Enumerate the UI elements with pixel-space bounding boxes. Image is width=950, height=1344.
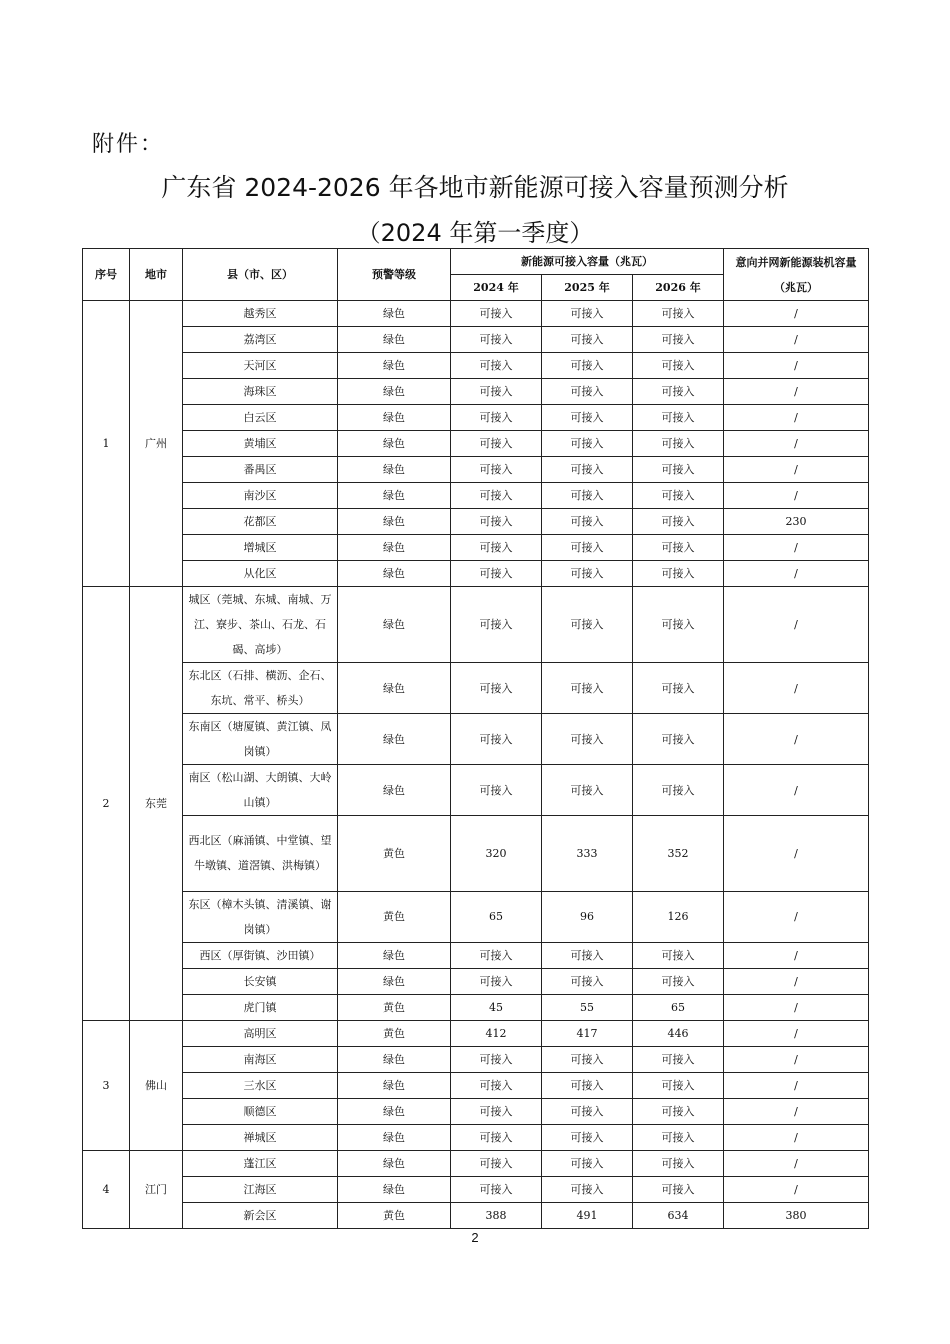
cell-warning: 绿色 xyxy=(338,1098,451,1124)
cell-2026: 可接入 xyxy=(633,561,724,587)
cell-warning: 绿色 xyxy=(338,968,451,994)
cell-warning: 黄色 xyxy=(338,1020,451,1046)
cell-warning: 绿色 xyxy=(338,1046,451,1072)
cell-county: 东南区（塘厦镇、黄江镇、凤岗镇） xyxy=(183,714,338,765)
cell-2026: 可接入 xyxy=(633,1098,724,1124)
cell-warning: 绿色 xyxy=(338,431,451,457)
cell-2024: 可接入 xyxy=(451,968,542,994)
cell-intended: / xyxy=(724,1020,869,1046)
cell-2026: 可接入 xyxy=(633,1072,724,1098)
cell-seq: 1 xyxy=(83,301,130,587)
cell-2026: 446 xyxy=(633,1020,724,1046)
cell-2026: 126 xyxy=(633,891,724,942)
cell-city: 江门 xyxy=(130,1150,183,1228)
cell-2024: 可接入 xyxy=(451,1150,542,1176)
cell-2026: 可接入 xyxy=(633,353,724,379)
table-row xyxy=(83,405,869,431)
cell-2024: 可接入 xyxy=(451,457,542,483)
cell-county: 城区（莞城、东城、南城、万江、寮步、茶山、石龙、石碣、高埗） xyxy=(183,587,338,663)
cell-county: 西区（厚街镇、沙田镇） xyxy=(183,942,338,968)
cell-2025: 可接入 xyxy=(542,379,633,405)
cell-intended: / xyxy=(724,457,869,483)
cell-2026: 可接入 xyxy=(633,301,724,327)
cell-2025: 可接入 xyxy=(542,587,633,663)
cell-county: 番禺区 xyxy=(183,457,338,483)
page-number: 2 xyxy=(471,1230,479,1245)
cell-2024: 可接入 xyxy=(451,1098,542,1124)
cell-2026: 可接入 xyxy=(633,509,724,535)
cell-2025: 可接入 xyxy=(542,509,633,535)
table-row xyxy=(83,301,869,327)
table-row xyxy=(83,765,869,816)
cell-intended: / xyxy=(724,483,869,509)
cell-2024: 可接入 xyxy=(451,301,542,327)
cell-warning: 黄色 xyxy=(338,1202,451,1228)
cell-2025: 可接入 xyxy=(542,327,633,353)
cell-2024: 320 xyxy=(451,816,542,892)
cell-intended: / xyxy=(724,891,869,942)
cell-county: 东区（樟木头镇、清溪镇、谢岗镇） xyxy=(183,891,338,942)
cell-2025: 可接入 xyxy=(542,431,633,457)
cell-intended: / xyxy=(724,535,869,561)
cell-2025: 可接入 xyxy=(542,765,633,816)
table-row xyxy=(83,663,869,714)
cell-warning: 绿色 xyxy=(338,483,451,509)
cell-county: 禅城区 xyxy=(183,1124,338,1150)
table-row xyxy=(83,1124,869,1150)
cell-2025: 55 xyxy=(542,994,633,1020)
cell-intended: / xyxy=(724,1046,869,1072)
cell-county: 东北区（石排、横沥、企石、东坑、常平、桥头） xyxy=(183,663,338,714)
table-row xyxy=(83,327,869,353)
table-row xyxy=(83,353,869,379)
cell-2026: 可接入 xyxy=(633,431,724,457)
table-row xyxy=(83,509,869,535)
cell-2025: 可接入 xyxy=(542,1098,633,1124)
cell-2025: 可接入 xyxy=(542,301,633,327)
cell-2025: 可接入 xyxy=(542,483,633,509)
table-row xyxy=(83,1202,869,1228)
table-row xyxy=(83,1072,869,1098)
cell-2025: 可接入 xyxy=(542,561,633,587)
header-seq: 序号 xyxy=(83,249,130,301)
cell-warning: 绿色 xyxy=(338,714,451,765)
cell-county: 南沙区 xyxy=(183,483,338,509)
table-row xyxy=(83,587,869,663)
cell-2024: 可接入 xyxy=(451,561,542,587)
cell-2024: 可接入 xyxy=(451,1072,542,1098)
cell-2024: 65 xyxy=(451,891,542,942)
table-row xyxy=(83,535,869,561)
cell-warning: 绿色 xyxy=(338,509,451,535)
cell-intended: / xyxy=(724,431,869,457)
cell-county: 三水区 xyxy=(183,1072,338,1098)
cell-2025: 可接入 xyxy=(542,1072,633,1098)
table-row xyxy=(83,1020,869,1046)
cell-2026: 可接入 xyxy=(633,483,724,509)
cell-warning: 绿色 xyxy=(338,1176,451,1202)
cell-2026: 可接入 xyxy=(633,379,724,405)
cell-2024: 可接入 xyxy=(451,663,542,714)
cell-2025: 可接入 xyxy=(542,457,633,483)
cell-warning: 黄色 xyxy=(338,994,451,1020)
cell-county: 从化区 xyxy=(183,561,338,587)
cell-2024: 45 xyxy=(451,994,542,1020)
cell-county: 越秀区 xyxy=(183,301,338,327)
cell-warning: 绿色 xyxy=(338,327,451,353)
cell-2025: 333 xyxy=(542,816,633,892)
cell-2026: 可接入 xyxy=(633,714,724,765)
cell-intended: / xyxy=(724,942,869,968)
cell-intended: / xyxy=(724,327,869,353)
cell-seq: 2 xyxy=(83,587,130,1021)
attachment-label: 附件： xyxy=(92,132,165,157)
cell-intended: / xyxy=(724,714,869,765)
cell-intended: 230 xyxy=(724,509,869,535)
cell-intended: / xyxy=(724,561,869,587)
cell-2026: 可接入 xyxy=(633,968,724,994)
cell-2024: 可接入 xyxy=(451,1124,542,1150)
header-2026: 2026 年 xyxy=(633,275,724,301)
cell-warning: 绿色 xyxy=(338,379,451,405)
cell-warning: 绿色 xyxy=(338,301,451,327)
cell-seq: 3 xyxy=(83,1020,130,1150)
cell-warning: 黄色 xyxy=(338,816,451,892)
cell-warning: 绿色 xyxy=(338,1150,451,1176)
cell-2025: 可接入 xyxy=(542,1046,633,1072)
cell-2025: 417 xyxy=(542,1020,633,1046)
cell-2026: 可接入 xyxy=(633,327,724,353)
cell-warning: 绿色 xyxy=(338,587,451,663)
header-2024: 2024 年 xyxy=(451,275,542,301)
cell-2024: 可接入 xyxy=(451,431,542,457)
table-body xyxy=(83,301,869,1229)
cell-2025: 可接入 xyxy=(542,714,633,765)
cell-2025: 491 xyxy=(542,1202,633,1228)
cell-2024: 可接入 xyxy=(451,509,542,535)
cell-2024: 388 xyxy=(451,1202,542,1228)
cell-warning: 绿色 xyxy=(338,1124,451,1150)
cell-county: 长安镇 xyxy=(183,968,338,994)
cell-intended: / xyxy=(724,663,869,714)
cell-city: 东莞 xyxy=(130,587,183,1021)
cell-county: 顺德区 xyxy=(183,1098,338,1124)
cell-2026: 可接入 xyxy=(633,663,724,714)
cell-warning: 绿色 xyxy=(338,765,451,816)
header-warning: 预警等级 xyxy=(338,249,451,301)
cell-intended: / xyxy=(724,1176,869,1202)
cell-county: 海珠区 xyxy=(183,379,338,405)
cell-2025: 可接入 xyxy=(542,535,633,561)
cell-2024: 可接入 xyxy=(451,587,542,663)
header-county: 县（市、区） xyxy=(183,249,338,301)
cell-warning: 黄色 xyxy=(338,891,451,942)
table-row xyxy=(83,431,869,457)
cell-2025: 96 xyxy=(542,891,633,942)
document-subtitle: （2024 年第一季度） xyxy=(356,219,594,247)
cell-intended: / xyxy=(724,1098,869,1124)
header-capacity-group: 新能源可接入容量（兆瓦） xyxy=(451,249,724,275)
cell-intended: / xyxy=(724,1124,869,1150)
cell-2025: 可接入 xyxy=(542,353,633,379)
cell-2026: 可接入 xyxy=(633,1124,724,1150)
cell-county: 新会区 xyxy=(183,1202,338,1228)
table-row xyxy=(83,1098,869,1124)
cell-2024: 412 xyxy=(451,1020,542,1046)
cell-2026: 可接入 xyxy=(633,457,724,483)
cell-seq: 4 xyxy=(83,1150,130,1228)
cell-2026: 可接入 xyxy=(633,405,724,431)
table-row xyxy=(83,1046,869,1072)
cell-2026: 634 xyxy=(633,1202,724,1228)
cell-intended: / xyxy=(724,765,869,816)
table-row xyxy=(83,1150,869,1176)
cell-2025: 可接入 xyxy=(542,942,633,968)
cell-2024: 可接入 xyxy=(451,714,542,765)
cell-2025: 可接入 xyxy=(542,663,633,714)
cell-2026: 可接入 xyxy=(633,765,724,816)
cell-county: 花都区 xyxy=(183,509,338,535)
cell-2025: 可接入 xyxy=(542,1150,633,1176)
cell-intended: / xyxy=(724,405,869,431)
cell-county: 南海区 xyxy=(183,1046,338,1072)
cell-county: 蓬江区 xyxy=(183,1150,338,1176)
table-row xyxy=(83,1176,869,1202)
table-row xyxy=(83,457,869,483)
cell-county: 西北区（麻涌镇、中堂镇、望牛墩镇、道滘镇、洪梅镇） xyxy=(183,816,338,892)
cell-intended: / xyxy=(724,994,869,1020)
cell-county: 天河区 xyxy=(183,353,338,379)
cell-intended: / xyxy=(724,353,869,379)
table-row xyxy=(83,968,869,994)
table-row xyxy=(83,942,869,968)
table-row xyxy=(83,561,869,587)
cell-2024: 可接入 xyxy=(451,942,542,968)
cell-2026: 可接入 xyxy=(633,535,724,561)
cell-2026: 可接入 xyxy=(633,1046,724,1072)
cell-2024: 可接入 xyxy=(451,765,542,816)
cell-intended: / xyxy=(724,379,869,405)
cell-city: 广州 xyxy=(130,301,183,587)
cell-city: 佛山 xyxy=(130,1020,183,1150)
cell-county: 白云区 xyxy=(183,405,338,431)
cell-2024: 可接入 xyxy=(451,1176,542,1202)
document-title: 广东省 2024-2026 年各地市新能源可接入容量预测分析 xyxy=(161,173,789,202)
cell-2026: 可接入 xyxy=(633,1176,724,1202)
cell-county: 南区（松山湖、大朗镇、大岭山镇） xyxy=(183,765,338,816)
header-intended: 意向并网新能源装机容量（兆瓦） xyxy=(724,249,869,301)
cell-2024: 可接入 xyxy=(451,353,542,379)
table-row xyxy=(83,816,869,892)
cell-2026: 可接入 xyxy=(633,942,724,968)
cell-intended: / xyxy=(724,968,869,994)
cell-intended: 380 xyxy=(724,1202,869,1228)
cell-warning: 绿色 xyxy=(338,663,451,714)
cell-county: 荔湾区 xyxy=(183,327,338,353)
cell-county: 黄埔区 xyxy=(183,431,338,457)
header-2025: 2025 年 xyxy=(542,275,633,301)
cell-2026: 65 xyxy=(633,994,724,1020)
cell-2024: 可接入 xyxy=(451,535,542,561)
cell-county: 增城区 xyxy=(183,535,338,561)
cell-county: 虎门镇 xyxy=(183,994,338,1020)
cell-intended: / xyxy=(724,301,869,327)
cell-county: 高明区 xyxy=(183,1020,338,1046)
table-row xyxy=(83,891,869,942)
cell-warning: 绿色 xyxy=(338,457,451,483)
cell-warning: 绿色 xyxy=(338,942,451,968)
cell-warning: 绿色 xyxy=(338,535,451,561)
cell-2024: 可接入 xyxy=(451,483,542,509)
table-row xyxy=(83,714,869,765)
cell-warning: 绿色 xyxy=(338,353,451,379)
cell-warning: 绿色 xyxy=(338,1072,451,1098)
cell-county: 江海区 xyxy=(183,1176,338,1202)
cell-2025: 可接入 xyxy=(542,1176,633,1202)
cell-intended: / xyxy=(724,1072,869,1098)
cell-warning: 绿色 xyxy=(338,561,451,587)
cell-2025: 可接入 xyxy=(542,405,633,431)
cell-intended: / xyxy=(724,587,869,663)
cell-2024: 可接入 xyxy=(451,1046,542,1072)
header-city: 地市 xyxy=(130,249,183,301)
capacity-table xyxy=(82,248,869,1229)
cell-2026: 可接入 xyxy=(633,587,724,663)
table-row xyxy=(83,483,869,509)
cell-2024: 可接入 xyxy=(451,327,542,353)
cell-2026: 352 xyxy=(633,816,724,892)
cell-2025: 可接入 xyxy=(542,968,633,994)
cell-2026: 可接入 xyxy=(633,1150,724,1176)
table-row xyxy=(83,379,869,405)
cell-2025: 可接入 xyxy=(542,1124,633,1150)
cell-intended: / xyxy=(724,816,869,892)
cell-intended: / xyxy=(724,1150,869,1176)
cell-warning: 绿色 xyxy=(338,405,451,431)
cell-2024: 可接入 xyxy=(451,405,542,431)
cell-2024: 可接入 xyxy=(451,379,542,405)
table-row xyxy=(83,994,869,1020)
